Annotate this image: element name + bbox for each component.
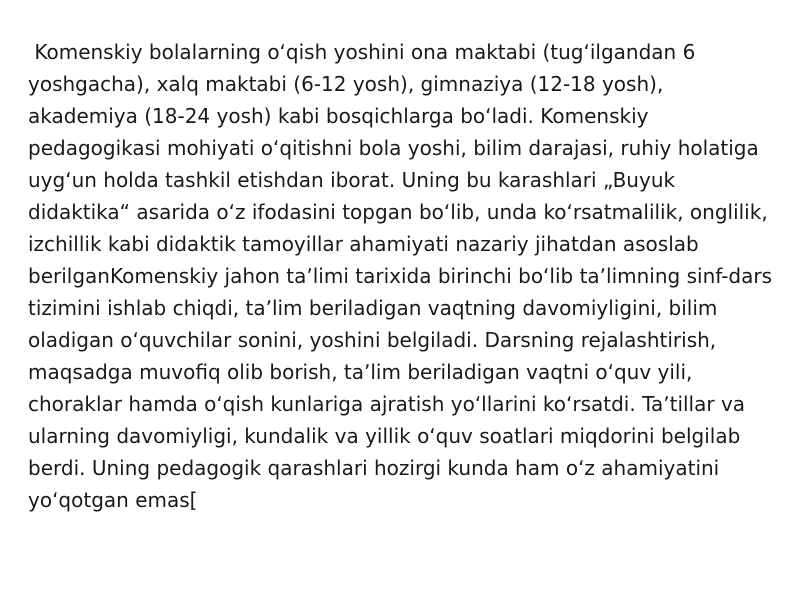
body-paragraph: Komenskiy bolalarning oʻqish yoshini ona maktabi (tugʻilgandan 6 yoshgacha), xalq maktabi (6-12 yosh), gimnaziya (12-18 yosh), akademiya (18-24 yosh) kabi bosqichlarga boʻladi. Komenskiy pedagogikasi mohiyati oʻqitishni bola yoshi, bilim darajasi, ruhiy holatiga uygʻun holda tashkil etishdan iborat. Uning bu karashlari „Buyuk didaktika“ asarida oʻz ifodasini topgan boʻlib, unda koʻrsatmalilik, onglilik, izchillik kabi didaktik tamoyillar ahamiyati nazariy jihatdan asoslab berilganKomenskiy jahon taʼlimi tarixida birinchi boʻlib taʼlimning sinf-dars tizimini ishlab chiqdi, taʼlim beriladigan vaqtning davomiyligini, bilim oladigan oʻquvchilar sonini, yoshini belgiladi. Darsning rejalashtirish, maqsadga muvofiq olib borish, taʼlim beriladigan vaqtni oʻquv yili, choraklar hamda oʻqish kunlariga ajratish yoʻllarini koʻrsatdi. Taʼtillar va ularning davomiyligi, kundalik va yillik oʻquv soatlari miqdorini belgilab berdi. Uning pedagogik qarashlari hozirgi kunda ham oʻz ahamiyatini yoʻqotgan emas[ — [28, 40, 779, 512]
